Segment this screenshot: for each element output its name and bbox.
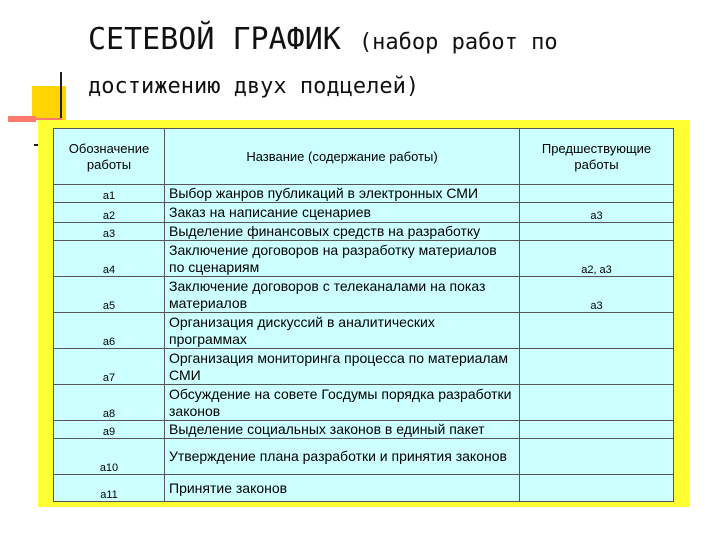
table-row: [54, 223, 674, 241]
cell-predecessors: [520, 313, 674, 349]
cell-code: а9: [54, 421, 165, 439]
table-row: [54, 475, 674, 502]
cell-predecessors: [520, 385, 674, 421]
cell-name: Заказ на написание сценариев: [165, 203, 520, 223]
header-code: Обозначение работы: [54, 129, 165, 185]
cell-predecessors: а3: [520, 203, 674, 223]
cell-name: Организация мониторинга процесса по материалам СМИ: [165, 349, 520, 385]
table-row: [54, 185, 674, 203]
table-row: [54, 313, 674, 349]
cell-predecessors: [520, 439, 674, 475]
cell-predecessors: а3: [520, 277, 674, 313]
cell-name: Выбор жанров публикаций в электронных СМИ: [165, 185, 520, 203]
title-line-2: достижению двух подцелей): [88, 74, 420, 99]
cell-name: Утверждение плана разработки и принятия законов: [165, 439, 520, 475]
cell-predecessors: [520, 185, 674, 203]
header-predecessors: Предшествующие работы: [520, 129, 674, 185]
table-wrapper: [53, 128, 673, 501]
title-line-1: [88, 18, 708, 65]
table-frame: [38, 120, 690, 507]
cell-name: Выделение финансовых средств на разработку: [165, 223, 520, 241]
works-table: [53, 128, 674, 502]
cell-predecessors: [520, 421, 674, 439]
table-row: [54, 203, 674, 223]
table-row: [54, 385, 674, 421]
cell-predecessors: а2, а3: [520, 241, 674, 277]
slide-title: [88, 18, 708, 109]
cell-code: а11: [54, 475, 165, 502]
cell-predecessors: [520, 475, 674, 502]
cell-predecessors: [520, 223, 674, 241]
cell-code: а7: [54, 349, 165, 385]
table-row: [54, 277, 674, 313]
cell-code: а2: [54, 203, 165, 223]
cell-code: а8: [54, 385, 165, 421]
table-row: [54, 349, 674, 385]
cell-name: Заключение договоров на разработку материалов по сценариям: [165, 241, 520, 277]
cell-code: а1: [54, 185, 165, 203]
cell-name: Заключение договоров с телеканалами на показ материалов: [165, 277, 520, 313]
cell-code: а5: [54, 277, 165, 313]
decorative-vertical-line: [60, 72, 62, 120]
cell-name: Организация дискуссий в аналитических программах: [165, 313, 520, 349]
cell-name: Принятие законов: [165, 475, 520, 502]
cell-predecessors: [520, 349, 674, 385]
cell-code: а4: [54, 241, 165, 277]
title-subtitle: (набор работ по: [358, 30, 558, 55]
table-row: [54, 241, 674, 277]
cell-code: а6: [54, 313, 165, 349]
title-main: СЕТЕВОЙ ГРАФИК: [88, 22, 359, 57]
cell-name: Обсуждение на совете Госдумы порядка разработки законов: [165, 385, 520, 421]
cell-code: а10: [54, 439, 165, 475]
cell-code: а3: [54, 223, 165, 241]
decorative-red-bar: [8, 116, 36, 122]
cell-name: Выделение социальных законов в единый пакет: [165, 421, 520, 439]
header-name: Название (содержание работы): [165, 129, 520, 185]
table-row: [54, 421, 674, 439]
table-row: [54, 439, 674, 475]
table-header-row: [54, 129, 674, 185]
